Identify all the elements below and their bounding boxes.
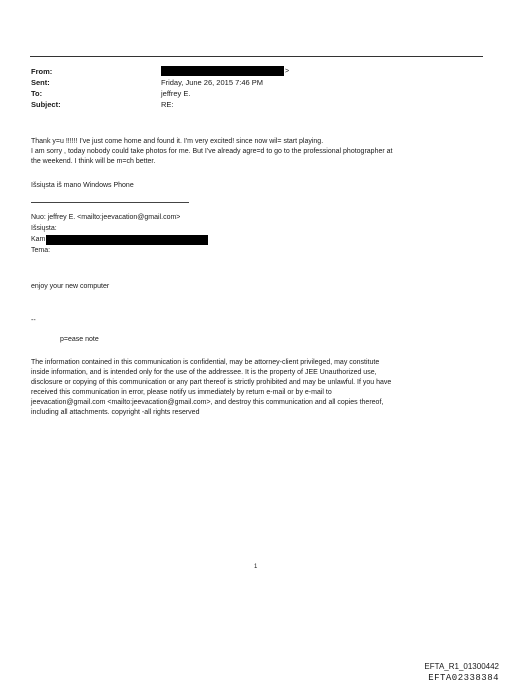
body-line-1: Thank y=u !!!!!! I've just come home and found it. I'm very excited! since now wil= start playing. [31,138,324,145]
please-note: p=ease note [60,336,99,343]
from-redaction [161,66,284,76]
body-line-2: I am sorry , today nobody could take photos for me. But I've already agre=d to go to the professional photographer at [31,148,393,155]
from-suffix: > [285,68,290,75]
disclaimer-line-2: inside information, and is intended only for the use of the addressee. It is the property of JEE Unauthorized use, [31,369,377,376]
quoted-sent: Išsiųsta: [31,225,57,232]
disclaimer-line-3: disclosure or copying of this communication or any part thereof is strictly prohibited and may be unlawful. If you have [31,379,392,386]
quoted-message: enjoy your new computer [31,283,110,290]
subject-value: RE: [161,100,174,109]
quoted-to-redaction [46,235,208,245]
efta-stamp-secondary: EFTA02338384 [428,673,499,683]
to-label: To: [31,89,43,98]
phone-signature: Išsiųsta iš mano Windows Phone [31,182,134,189]
quoted-to: Kam [31,236,46,243]
disclaimer-line-1: The information contained in this communication is confidential, may be attorney-client privileged, may constitute [31,359,380,366]
sent-label: Sent: [31,78,50,87]
disclaimer-line-6: including all attachments. copyright -all rights reserved [31,409,200,416]
header-divider [30,56,483,57]
from-label: From: [31,67,53,76]
sent-value: Friday, June 26, 2015 7:46 PM [161,78,264,87]
subject-label: Subject: [31,100,61,109]
to-value: jeffrey E. [161,89,191,98]
body-line-3: the weekend. I think will be m=ch better. [31,158,156,165]
signature-separator: -- [31,317,36,324]
efta-stamp-primary: EFTA_R1_01300442 [424,662,499,671]
disclaimer-line-4: received this communication in error, please notify us immediately by return e-mail or by e-mail to [31,389,332,396]
page-number: 1 [254,564,258,570]
quoted-subject: Tema: [31,247,51,254]
signature-divider [31,202,189,203]
quoted-from: Nuo: jeffrey E. <mailto:jeevacation@gmail.com> [31,214,181,221]
disclaimer-line-5: jeevacation@gmail.com <mailto:jeevacation@gmail.com>, and destroy this communication and all copies thereof, [31,399,384,406]
